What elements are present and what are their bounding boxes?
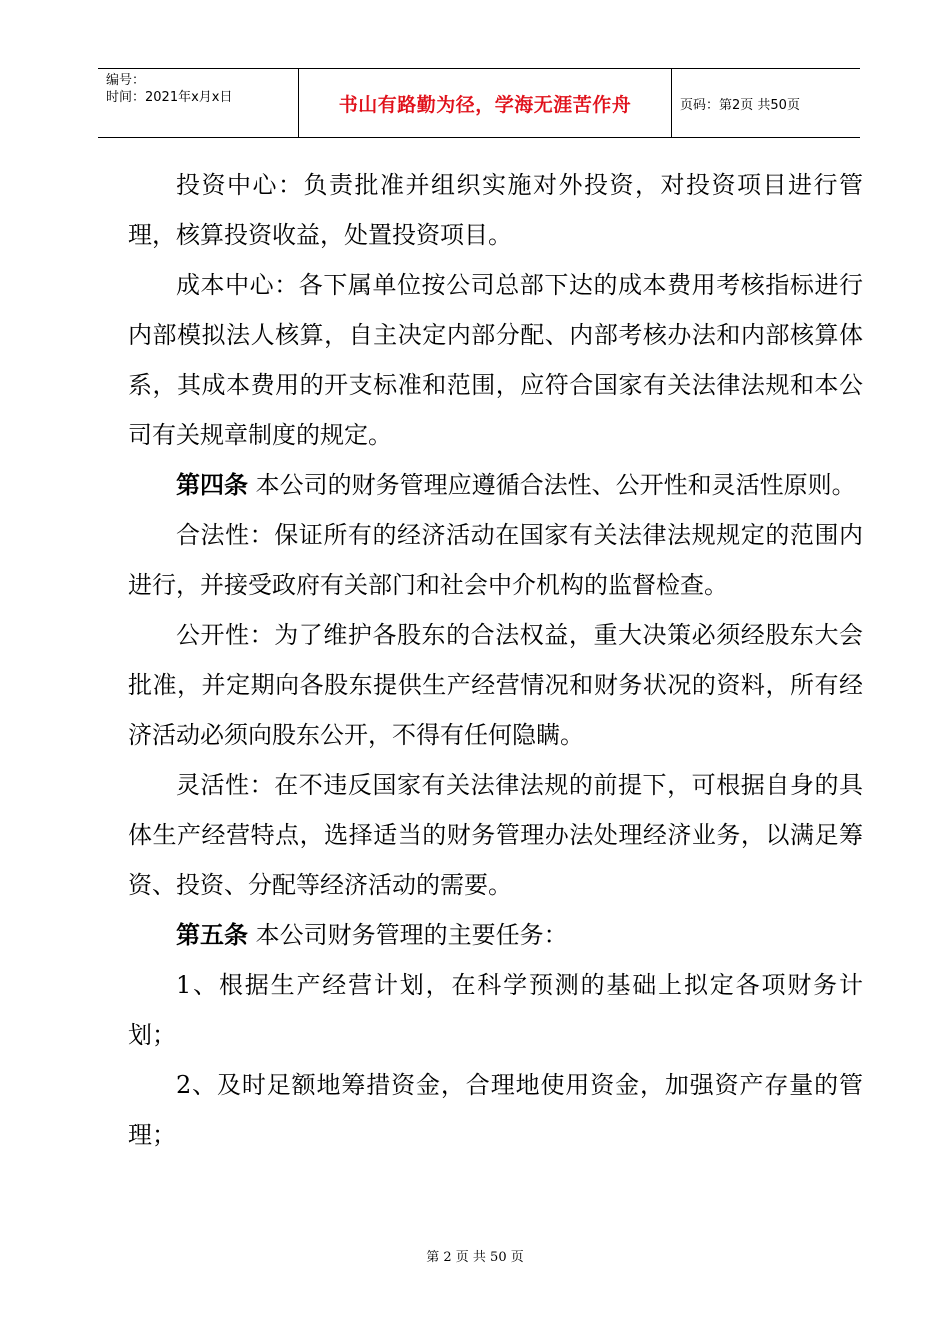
paragraph xyxy=(128,160,863,260)
paragraph xyxy=(128,460,863,510)
page-footer: 第 2 页 共 50 页 xyxy=(426,1250,524,1265)
paragraph-text: 公开性：为了维护各股东的合法权益，重大决策必须经股东大会批准，并定期向各股东提供生产经营情况和财务状况的资料，所有经济活动必须向股东公开，不得有任何隐瞒。 xyxy=(128,621,863,749)
paragraph xyxy=(128,510,863,610)
paragraph xyxy=(128,1060,863,1160)
article-heading: 第四条 xyxy=(176,471,248,499)
paragraph-text: 本公司的财务管理应遵循合法性、公开性和灵活性原则。 xyxy=(248,471,856,499)
document-header xyxy=(98,68,860,138)
paragraph-text: 灵活性：在不违反国家有关法律法规的前提下，可根据自身的具体生产经营特点，选择适当的财务管理办法处理经济业务，以满足筹资、投资、分配等经济活动的需要。 xyxy=(128,771,863,899)
article-heading: 第五条 xyxy=(176,921,248,949)
paragraph-text: 合法性：保证所有的经济活动在国家有关法律法规规定的范围内进行，并接受政府有关部门和社会中介机构的监督检查。 xyxy=(128,521,863,599)
header-page-info: 页码：第2页 共50页 xyxy=(680,97,800,113)
paragraph xyxy=(128,910,863,960)
paragraph-text: 成本中心：各下属单位按公司总部下达的成本费用考核指标进行内部模拟法人核算，自主决定内部分配、内部考核办法和内部核算体系，其成本费用的开支标准和范围，应符合国家有关法律法规和本公司有关规章制度的规定。 xyxy=(128,271,863,449)
document-number-label: 编号： xyxy=(106,73,146,88)
paragraph xyxy=(128,760,863,910)
paragraph xyxy=(128,610,863,760)
header-motto: 书山有路勤为径，学海无涯苦作舟 xyxy=(299,69,672,137)
paragraph xyxy=(128,960,863,1060)
paragraph-text: 本公司财务管理的主要任务： xyxy=(248,921,568,949)
document-body xyxy=(128,160,863,1160)
paragraph-text: 1、根据生产经营计划，在科学预测的基础上拟定各项财务计划； xyxy=(128,971,863,1049)
paragraph-text: 2、及时足额地筹措资金，合理地使用资金，加强资产存量的管理； xyxy=(128,1071,863,1149)
paragraph xyxy=(128,260,863,460)
document-time-label: 时间：2021年x月x日 xyxy=(106,90,233,105)
paragraph-text: 投资中心：负责批准并组织实施对外投资，对投资项目进行管理，核算投资收益，处置投资项目。 xyxy=(128,171,863,249)
header-meta-cell xyxy=(98,69,299,137)
